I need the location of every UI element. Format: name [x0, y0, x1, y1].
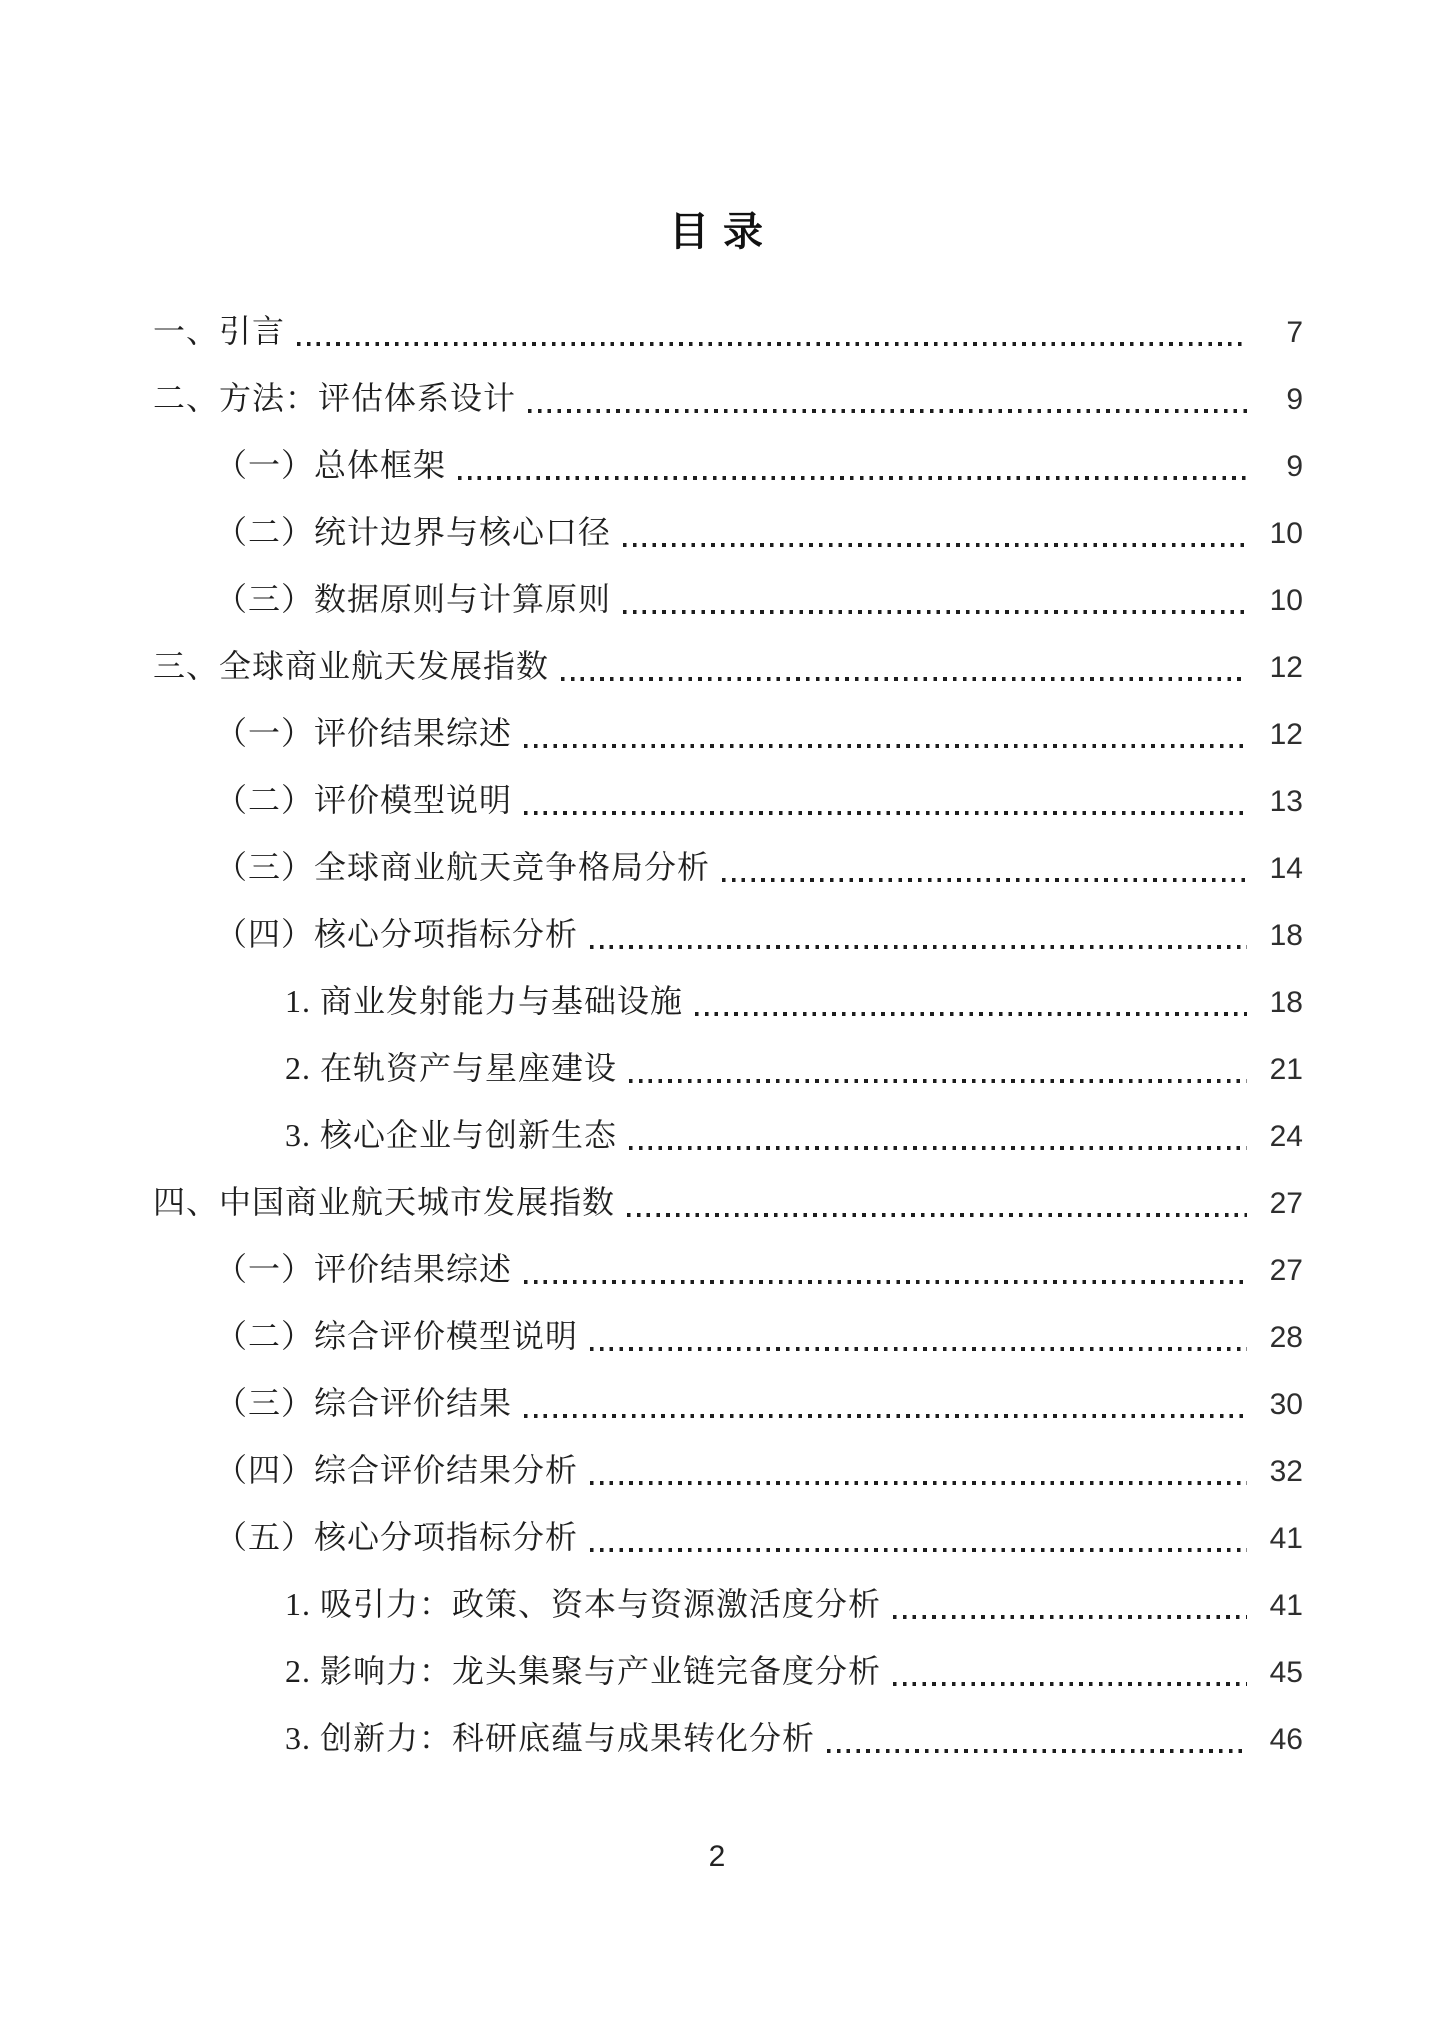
toc-entry[interactable]	[153, 364, 1303, 431]
toc-entry-page-number: 18	[1269, 918, 1303, 952]
dotted-leader	[590, 945, 1247, 949]
toc-entry[interactable]	[153, 297, 1303, 364]
toc-entry-label: （三）综合评价结果	[215, 1384, 513, 1421]
toc-entry-label: 2. 在轨资产与星座建设	[285, 1049, 618, 1086]
toc-entry-page-number: 41	[1269, 1588, 1303, 1622]
toc-entry[interactable]	[153, 498, 1303, 565]
toc-entry-page-number: 24	[1269, 1119, 1303, 1153]
toc-entry-page-number: 27	[1269, 1253, 1303, 1287]
toc-entry-page-number: 27	[1269, 1186, 1303, 1220]
toc-entry-label: （二）评价模型说明	[215, 781, 513, 818]
toc-entry-label: 1. 吸引力：政策、资本与资源激活度分析	[285, 1585, 882, 1622]
dotted-leader	[524, 744, 1247, 748]
toc-entry[interactable]	[153, 632, 1303, 699]
toc-list	[153, 297, 1303, 1771]
toc-entry-page-number: 46	[1269, 1722, 1303, 1756]
dotted-leader	[629, 1146, 1247, 1150]
toc-entry-page-number: 9	[1286, 449, 1303, 483]
dotted-leader	[561, 677, 1247, 681]
toc-entry-label: （四）核心分项指标分析	[215, 915, 579, 952]
toc-entry[interactable]	[153, 1637, 1303, 1704]
toc-entry-page-number: 12	[1269, 650, 1303, 684]
dotted-leader	[528, 409, 1247, 413]
dotted-leader	[629, 1079, 1247, 1083]
toc-entry[interactable]	[153, 1436, 1303, 1503]
dotted-leader	[827, 1749, 1247, 1753]
dotted-leader	[524, 1280, 1247, 1284]
toc-entry-label: 3. 创新力：科研底蕴与成果转化分析	[285, 1719, 816, 1756]
toc-entry-page-number: 18	[1269, 985, 1303, 1019]
dotted-leader	[695, 1012, 1247, 1016]
toc-entry-page-number: 14	[1269, 851, 1303, 885]
toc-entry[interactable]	[153, 900, 1303, 967]
page-title: 目 录	[669, 209, 765, 254]
dotted-leader	[590, 1347, 1247, 1351]
dotted-leader	[623, 610, 1247, 614]
dotted-leader	[722, 878, 1247, 882]
toc-entry-page-number: 12	[1269, 717, 1303, 751]
toc-entry[interactable]	[153, 766, 1303, 833]
page-number-footer: 2	[708, 1840, 726, 1873]
toc-entry-label: （四）综合评价结果分析	[215, 1451, 579, 1488]
dotted-leader	[524, 1414, 1247, 1418]
toc-entry-label: 四、中国商业航天城市发展指数	[153, 1183, 616, 1220]
toc-entry-label: （一）评价结果综述	[215, 714, 513, 751]
dotted-leader	[590, 1481, 1247, 1485]
dotted-leader	[297, 342, 1247, 346]
dotted-leader	[893, 1615, 1247, 1619]
toc-entry-label: 1. 商业发射能力与基础设施	[285, 982, 684, 1019]
dotted-leader	[893, 1682, 1247, 1686]
toc-entry-page-number: 13	[1269, 784, 1303, 818]
toc-entry-label: （五）核心分项指标分析	[215, 1518, 579, 1555]
toc-entry-page-number: 30	[1269, 1387, 1303, 1421]
toc-entry-page-number: 9	[1286, 382, 1303, 416]
toc-entry[interactable]	[153, 1704, 1303, 1771]
toc-entry[interactable]	[153, 1302, 1303, 1369]
toc-entry-label: （三）全球商业航天竞争格局分析	[215, 848, 711, 885]
toc-entry-label: （一）总体框架	[215, 446, 447, 483]
toc-entry[interactable]	[153, 1101, 1303, 1168]
dotted-leader	[590, 1548, 1247, 1552]
toc-entry-page-number: 21	[1269, 1052, 1303, 1086]
toc-entry-label: 3. 核心企业与创新生态	[285, 1116, 618, 1153]
toc-entry[interactable]	[153, 431, 1303, 498]
toc-entry-page-number: 10	[1269, 516, 1303, 550]
toc-entry[interactable]	[153, 565, 1303, 632]
dotted-leader	[458, 476, 1247, 480]
toc-entry-label: （二）统计边界与核心口径	[215, 513, 612, 550]
toc-entry[interactable]	[153, 1034, 1303, 1101]
toc-entry-label: 二、方法：评估体系设计	[153, 379, 517, 416]
toc-entry-label: （一）评价结果综述	[215, 1250, 513, 1287]
toc-entry-label: （二）综合评价模型说明	[215, 1317, 579, 1354]
toc-entry[interactable]	[153, 833, 1303, 900]
toc-entry-label: 一、引言	[153, 312, 286, 349]
toc-entry-label: （三）数据原则与计算原则	[215, 580, 612, 617]
toc-entry-label: 三、全球商业航天发展指数	[153, 647, 550, 684]
toc-entry-page-number: 7	[1286, 315, 1303, 349]
dotted-leader	[627, 1213, 1247, 1217]
toc-entry-page-number: 41	[1269, 1521, 1303, 1555]
toc-entry-label: 2. 影响力：龙头集聚与产业链完备度分析	[285, 1652, 882, 1689]
toc-entry-page-number: 45	[1269, 1655, 1303, 1689]
toc-entry[interactable]	[153, 1235, 1303, 1302]
toc-entry[interactable]	[153, 1503, 1303, 1570]
toc-entry-page-number: 10	[1269, 583, 1303, 617]
toc-entry[interactable]	[153, 1168, 1303, 1235]
toc-entry[interactable]	[153, 699, 1303, 766]
toc-entry[interactable]	[153, 967, 1303, 1034]
toc-entry[interactable]	[153, 1369, 1303, 1436]
toc-entry-page-number: 28	[1269, 1320, 1303, 1354]
dotted-leader	[524, 811, 1247, 815]
toc-entry[interactable]	[153, 1570, 1303, 1637]
toc-entry-page-number: 32	[1269, 1454, 1303, 1488]
dotted-leader	[623, 543, 1247, 547]
